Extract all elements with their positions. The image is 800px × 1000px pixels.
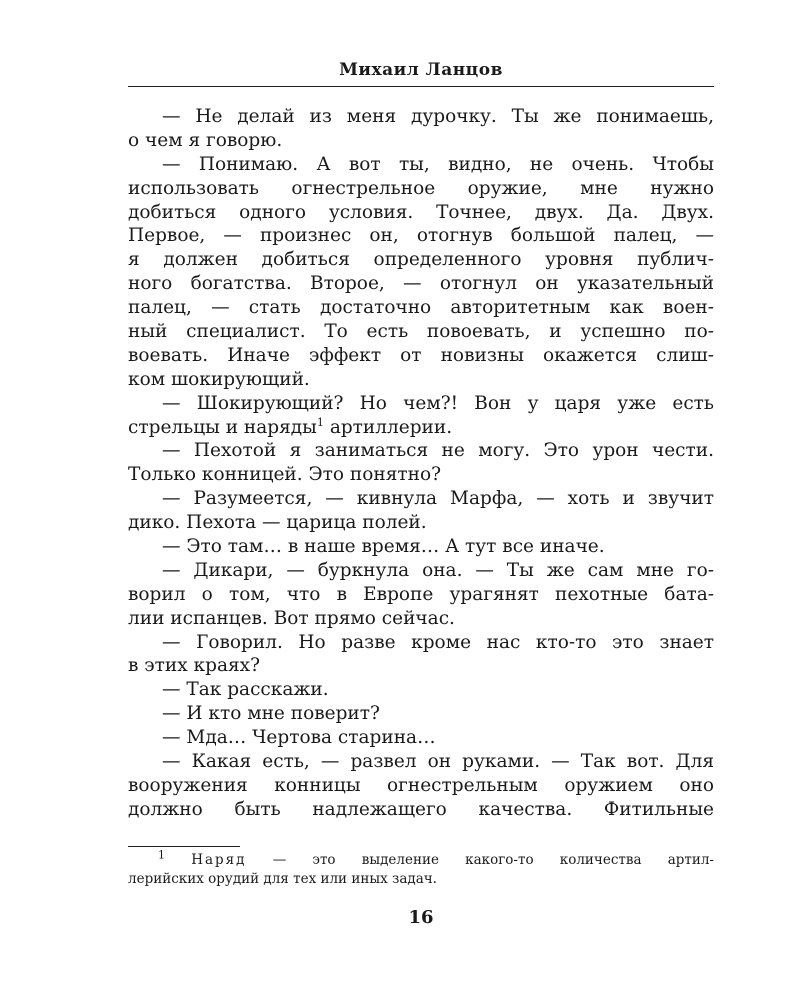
body-text [128, 105, 714, 822]
text-line: дико. Пехота — царица полей. [128, 512, 427, 534]
text-line: лии испанцев. Вот прямо сейчас. [128, 607, 455, 629]
text-line: добиться одного условия. Точнее, двух. Да. Двух. [128, 201, 714, 223]
text-line: — Говорил. Но разве кроме нас кто-то это знает [162, 631, 714, 653]
text-line: — Какая есть, — развел он руками. — Так вот. Для [162, 751, 714, 773]
text-line: — Это там… в наше время… А тут все иначе. [162, 536, 605, 558]
text-line: — Так расскажи. [162, 679, 329, 701]
text-line: ного богатства. Второе, — отогнул он указательный [128, 273, 714, 295]
book-page [128, 60, 714, 928]
page-number: 16 [408, 906, 434, 928]
text-line: палец, — стать достаточно авторитетным как воен- [128, 297, 714, 319]
text-line: ный специалист. То есть повоевать, и успешно по- [128, 321, 714, 343]
text-line: ком шокирующий. [128, 368, 310, 390]
text-line: — Дикари, — буркнула она. — Ты же сам мне го- [162, 559, 714, 581]
text-fragment: стрельцы и наряды [128, 416, 317, 438]
text-line: я должен добиться определенного уровня публич- [128, 249, 714, 271]
text-line: Первое, — произнес он, отогнув большой палец, — [128, 225, 714, 247]
footnote-divider [128, 846, 240, 847]
text-line: использовать огнестрельное оружие, мне нужно [128, 177, 714, 199]
footnote-line [128, 848, 714, 870]
text-line: воевать. Иначе эффект от новизны окажется слиш- [128, 344, 714, 366]
footnote-number: 1 [158, 848, 165, 862]
text-line: должно быть надлежащего качества. Фитильные [128, 798, 714, 820]
text-line: — Понимаю. А вот ты, видно, не очень. Чтобы [162, 153, 714, 175]
running-header [128, 60, 714, 87]
text-line: — И кто мне поверит? [162, 703, 380, 725]
footnote [128, 848, 714, 889]
footnote-line: лерийских орудий для тех или иных задач. [128, 870, 437, 887]
text-line: — Разумеется, — кивнула Марфа, — хоть и звучит [162, 488, 714, 510]
footnote-reference: 1 [316, 415, 324, 429]
footnote-text: — это выделение какого-то количества артил- [272, 851, 714, 868]
text-line: — Не делай из меня дурочку. Ты же понимаешь, [162, 106, 714, 127]
text-line: в этих краях? [128, 655, 260, 677]
text-line: — Мда… Чертова старина… [162, 727, 436, 749]
text-line: ворил о том, что в Европе урагянят пехотные бата- [128, 583, 714, 605]
text-line: Только конницей. Это понятно? [128, 464, 442, 486]
text-line [128, 416, 714, 440]
author-name: Михаил Ланцов [339, 60, 503, 80]
text-line: о чем я говорю. [128, 129, 283, 151]
text-line: вооружения конницы огнестрельным оружием оно [128, 774, 714, 796]
text-fragment: артиллерии. [329, 416, 453, 438]
footnote-term: Наряд [191, 851, 247, 868]
text-line: — Пехотой я заниматься не могу. Это урон чести. [162, 440, 714, 462]
text-line: — Шокирующий? Но чем?! Вон у царя уже есть [162, 392, 714, 414]
